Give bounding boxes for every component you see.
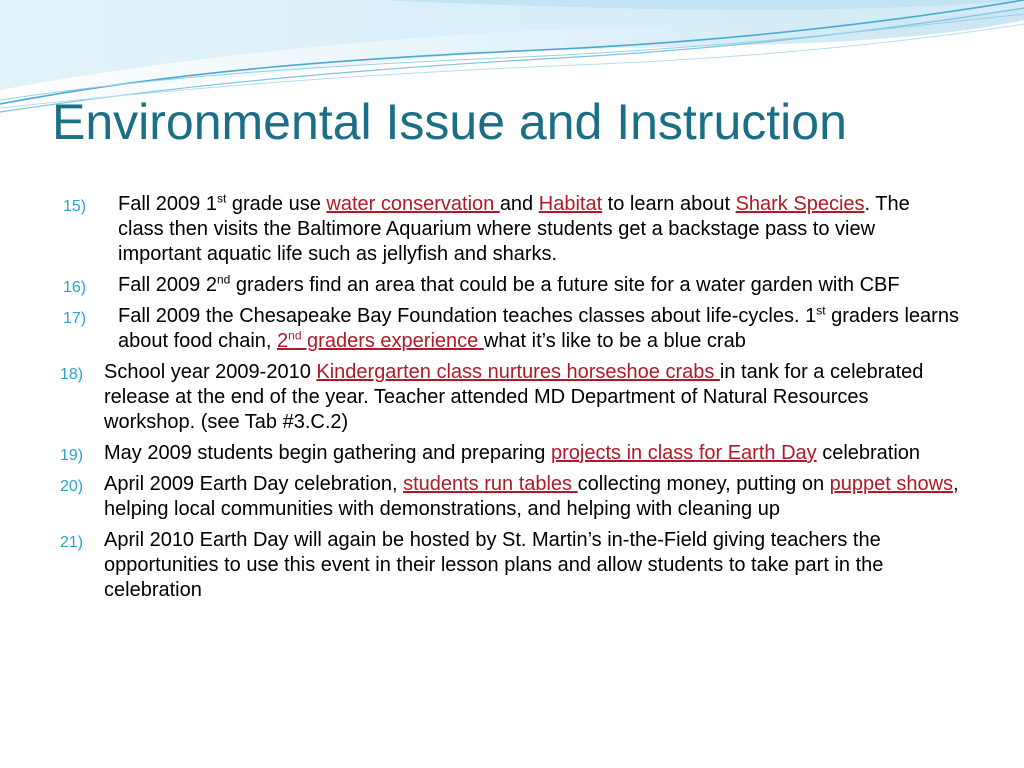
- item-text: graders learns about food chain,: [118, 305, 959, 352]
- superscript: nd: [288, 328, 302, 343]
- habitat-link[interactable]: Habitat: [538, 193, 603, 215]
- superscript: st: [816, 303, 826, 318]
- item-text: May 2009 students begin gathering and preparing: [104, 442, 551, 464]
- item-text: Fall 2009 the Chesapeake Bay Foundation teaches classes about life-cycles. 1: [118, 305, 817, 327]
- item-text: what it’s like to be a blue crab: [483, 330, 746, 352]
- link-text: graders experience: [301, 330, 484, 352]
- shark-species-link[interactable]: Shark Species: [735, 193, 865, 215]
- item-text: , helping local communities with demonstrations, and helping with cleaning up: [104, 473, 959, 520]
- item-text: in tank for a celebrated release at the end of the year. Teacher attended MD Department of Natural Resources workshop. (see Tab #3.C.2): [104, 361, 924, 433]
- kindergarten-crabs-link[interactable]: Kindergarten class nurtures horseshoe crabs: [316, 361, 720, 383]
- item-text: Fall 2009 1: [118, 193, 217, 215]
- item-text: April 2010 Earth Day will again be hosted by St. Martin’s in-the-Field giving teachers the opportunities to use this event in their lesson plans and allow students to take part in the celebration: [104, 529, 884, 601]
- earth-day-projects-link[interactable]: projects in class for Earth Day: [550, 442, 817, 464]
- water-conservation-link[interactable]: water conservation: [326, 193, 500, 215]
- list-item-18: [0, 360, 960, 435]
- item-text: celebration: [816, 442, 921, 464]
- item-number: 19): [60, 447, 84, 464]
- numbered-list: [0, 192, 1024, 609]
- item-number: 20): [60, 478, 84, 495]
- list-item-17: [0, 304, 960, 354]
- list-item-20: [0, 472, 960, 522]
- item-number: 17): [63, 310, 87, 327]
- item-number: 15): [63, 198, 87, 215]
- item-text: April 2009 Earth Day celebration,: [104, 473, 404, 495]
- puppet-shows-link[interactable]: puppet shows: [829, 473, 954, 495]
- item-number: 18): [60, 366, 84, 383]
- link-text: 2: [277, 330, 289, 352]
- list-item-16: [0, 273, 960, 298]
- item-text: Fall 2009 2: [118, 274, 217, 296]
- item-text: . The class then visits the Baltimore Aquarium where students get a backstage pass to view important aquatic life such as jellyfish and sharks.: [118, 193, 910, 265]
- item-number: 16): [63, 279, 87, 296]
- item-text: to learn about: [602, 193, 736, 215]
- graders-experience-link[interactable]: [277, 330, 484, 352]
- list-item-21: [0, 528, 960, 603]
- item-text: and: [499, 193, 539, 215]
- students-run-tables-link[interactable]: students run tables: [403, 473, 578, 495]
- item-text: School year 2009-2010: [104, 361, 317, 383]
- superscript: nd: [216, 272, 231, 287]
- superscript: st: [216, 191, 227, 206]
- list-item-19: [0, 441, 960, 466]
- item-text: grade use: [226, 193, 327, 215]
- list-item-15: [0, 192, 960, 267]
- item-text: graders find an area that could be a future site for a water garden with CBF: [230, 274, 900, 296]
- item-number: 21): [60, 534, 84, 551]
- slide-title: Environmental Issue and Instruction: [52, 94, 847, 150]
- item-text: collecting money, putting on: [577, 473, 830, 495]
